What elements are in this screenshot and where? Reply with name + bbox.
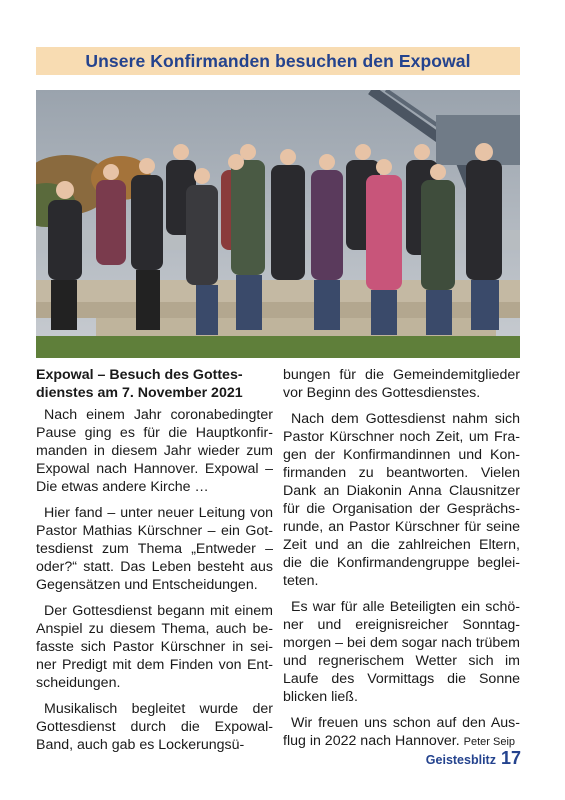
page-footer [426,748,521,769]
paragraph-continuation: bungen für die Gemeindemitglieder vor Beginn des Gottesdienstes. [283,367,520,401]
article-subheading: Expowal – Besuch des Gottesdienstes am 7. November 2021 [36,367,243,401]
article-column-left [36,366,273,762]
article-column-right [283,366,520,759]
group-photo-illustration [36,90,520,358]
article-title: Unsere Konfirmanden besuchen den Expowal [85,50,471,71]
paragraph: Es war für alle Beteiligten ein schöner und ereignisreicher Sonntagmorgen – bei dem sogar nach trübem und regnerischem Wetter sich im Laufe des Vormittags die Sonne blicken ließ. [283,599,520,705]
paragraph: Der Gottesdienst begann mit einem Anspiel zu diesem Thema, auch befasste sich Pastor Kürschner in seiner Predigt mit dem Finden von Entscheidungen. [36,603,273,691]
article-title-bar [36,47,520,75]
paragraph-closing [283,714,520,751]
paragraph: Nach dem Gottesdienst nahm sich Pastor Kürschner noch Zeit, um Fragen der Konfirmandinnen und Konfirmanden zu beantworten. Vielen Dank an Diakonin Anna Clausnitzer für die Organisation der Gesprächsrunde, an Pastor Kürschner für seine Zeit und an die zahlreichen Eltern, die die Konfirmandengruppe begleiteten. [283,411,520,589]
paragraph: Musikalisch begleitet wurde der Gottesdienst durch die Expowal-Band, auch gab es Lockerungsü- [36,701,273,753]
paragraph: Nach einem Jahr coronabedingter Pause ging es für die Hauptkonfirmanden in diesem Jahr wieder zum Expowal nach Hannover. Expowal – Die etwas andere Kirche … [36,407,273,495]
magazine-name: Geistesblitz [425,753,496,767]
closing-text: Wir freuen uns schon auf den Ausflug in 2022 nach Hannover. [283,715,520,749]
paragraph: Hier fand – unter neuer Leitung von Pastor Mathias Kürschner – ein Gottesdienst zum Thema „Entweder – oder?“ statt. Das Leben besteht aus Gegensätzen und Entscheidungen. [36,505,273,593]
author-name: Peter Seip [463,736,516,748]
group-photo [36,90,520,358]
page-number: 17 [500,748,521,768]
